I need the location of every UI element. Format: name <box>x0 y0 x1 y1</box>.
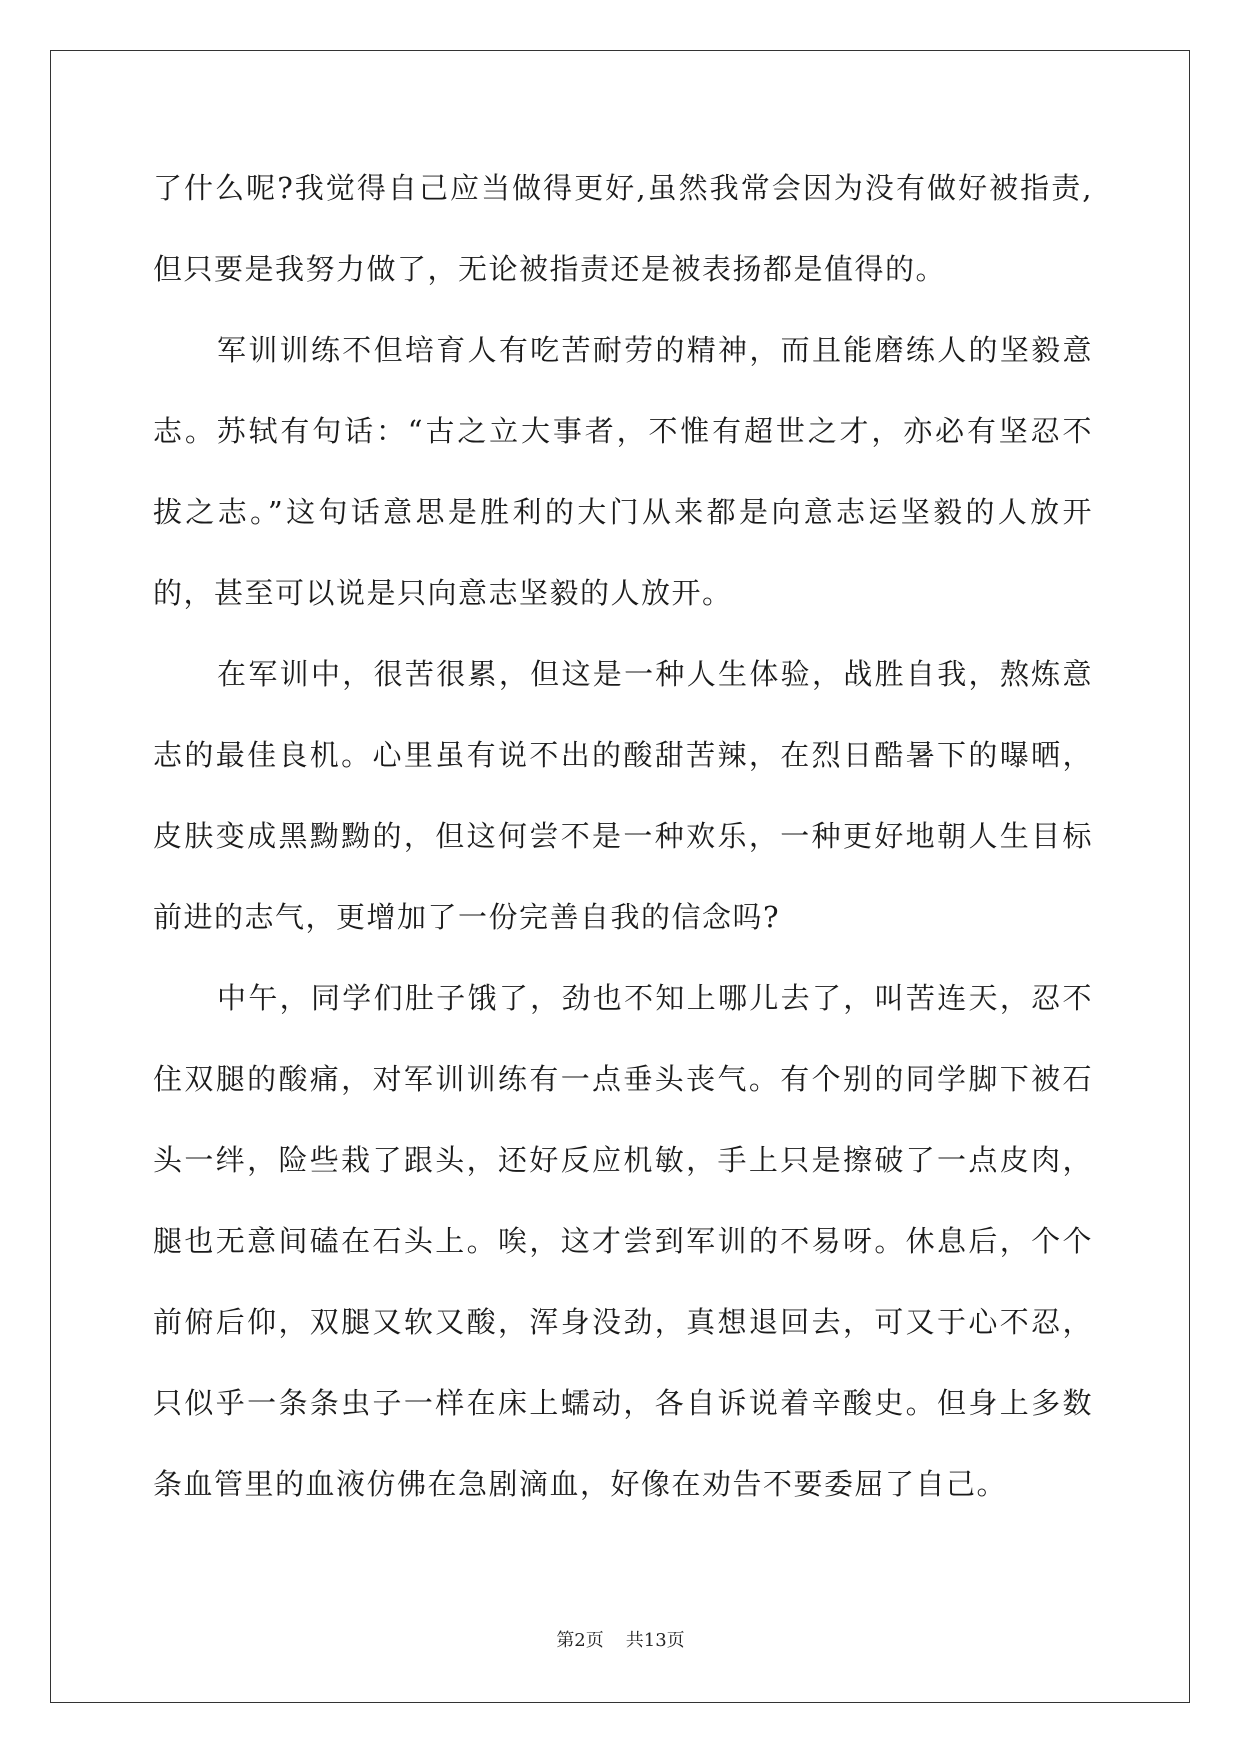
text-line: 住双腿的酸痛，对军训训练有一点垂头丧气。有个别的同学脚下被石 <box>153 1062 1093 1096</box>
text-line: 志的最佳良机。心里虽有说不出的酸甜苦辣，在烈日酷暑下的曝晒， <box>153 738 1093 772</box>
text-line: 前进的志气，更增加了一份完善自我的信念吗? <box>153 900 781 934</box>
text-line: 拔之志。”这句话意思是胜利的大门从来都是向意志运坚毅的人放开 <box>153 495 1093 529</box>
text-line: 在军训中，很苦很累，但这是一种人生体验，战胜自我，熬炼意 <box>217 657 1093 691</box>
text-line: 只似乎一条条虫子一样在床上蠕动，各自诉说着辛酸史。但身上多数 <box>153 1386 1093 1420</box>
text-line: 皮肤变成黑黝黝的，但这何尝不是一种欢乐，一种更好地朝人生目标 <box>153 819 1093 853</box>
text-line: 腿也无意间磕在石头上。唉，这才尝到军训的不易呀。休息后，个个 <box>153 1224 1093 1258</box>
page-number: 第2页 <box>556 1630 604 1651</box>
text-line: 但只要是我努力做了，无论被指责还是被表扬都是值得的。 <box>153 252 947 286</box>
text-line: 中午，同学们肚子饿了，劲也不知上哪儿去了，叫苦连天，忍不 <box>217 981 1093 1015</box>
text-line: 的，甚至可以说是只向意志坚毅的人放开。 <box>153 576 733 610</box>
text-line: 条血管里的血液仿佛在急剧滴血，好像在劝告不要委屈了自己。 <box>153 1467 1008 1501</box>
text-line: 前俯后仰，双腿又软又酸，浑身没劲，真想退回去，可又于心不忍， <box>153 1305 1093 1339</box>
text-line: 了什么呢?我觉得自己应当做得更好,虽然我常会因为没有做好被指责, <box>153 171 1093 205</box>
text-line: 头一绊，险些栽了跟头，还好反应机敏，手上只是擦破了一点皮肉， <box>153 1143 1093 1177</box>
text-line: 志。苏轼有句话：“古之立大事者，不惟有超世之才，亦必有坚忍不 <box>153 414 1093 448</box>
body-text <box>153 168 1093 1545</box>
text-line: 军训训练不但培育人有吃苦耐劳的精神，而且能磨练人的坚毅意 <box>217 333 1093 367</box>
page-footer <box>0 1626 1241 1652</box>
page-total: 共13页 <box>625 1630 685 1651</box>
